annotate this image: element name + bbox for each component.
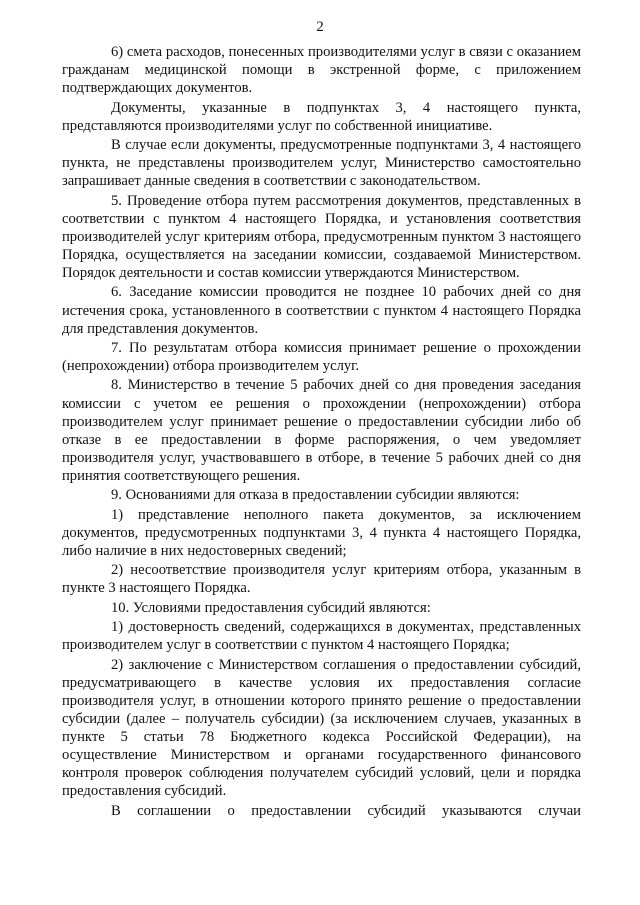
paragraph-item-10-sub-2: 2) заключение с Министерством соглашения о предоставлении субсидий, предусматривающего в качестве условия их предоставления согласие производителя услуг, в отношении которого принято решение о предоставлении субсидии (далее – получатель субсидии) (за исключением случаев, указанных в пункте 5 статьи 78 Бюджетного кодекса Российской Федерации), на осуществление Министерством и органами государственного финансового контроля проверок соблюдения получателем субсидий условий, цели и порядка предоставления субсидий. bbox=[62, 656, 581, 800]
document-body bbox=[62, 43, 581, 820]
paragraph-item-5: 5. Проведение отбора путем рассмотрения документов, представленных в соответствии с пунктом 4 настоящего Порядка, и установления соответствия производителей услуг критериям отбора, предусмотренным пунктом 3 настоящего Порядка, осуществляется на заседании комиссии, создаваемой Министерством. Порядок деятельности и состав комиссии утверждаются Министерством. bbox=[62, 192, 581, 282]
paragraph-item-9-sub-1: 1) представление неполного пакета документов, за исключением документов, предусмотренных подпунктами 3, 4 пункта 4 настоящего Порядка, либо наличие в них недостоверных сведений; bbox=[62, 506, 581, 559]
paragraph-item-6: 6. Заседание комиссии проводится не позднее 10 рабочих дней со дня истечения срока, установленного в соответствии с пунктом 4 настоящего Порядка для представления документов. bbox=[62, 284, 581, 337]
paragraph-item-7: 7. По результатам отбора комиссия принимает решение о прохождении (непрохождении) отбора производителем услуг. bbox=[62, 339, 581, 375]
paragraph-item-8: 8. Министерство в течение 5 рабочих дней со дня проведения заседания комиссии с учетом ее решения о прохождении (непрохождении) отбора производителем услуг принимает решение о предоставлении субсидии либо об отказе в ее предоставлении в форме распоряжения, о чем уведомляет производителя услуг, участвовавшего в отборе, в течение 5 рабочих дней со дня принятия соответствующего решения. bbox=[62, 377, 581, 484]
paragraph-ministry-requests-data: В случае если документы, предусмотренные подпунктами 3, 4 настоящего пункта, не представлены производителем услуг, Министерство самостоятельно запрашивает данные сведения в соответствии с законодательством. bbox=[62, 137, 581, 190]
page-number: 2 bbox=[316, 19, 324, 35]
paragraph-item-9-sub-2: 2) несоответствие производителя услуг критериям отбора, указанным в пункте 3 настоящего Порядка. bbox=[62, 562, 581, 597]
paragraph-item-10: 10. Условиями предоставления субсидий являются: bbox=[111, 599, 431, 616]
paragraph-cost-estimate: 6) смета расходов, понесенных производителями услуг в связи с оказанием гражданам медицинской помощи в экстренной форме, с приложением подтверждающих документов. bbox=[62, 44, 581, 97]
paragraph-item-9: 9. Основаниями для отказа в предоставлении субсидии являются: bbox=[111, 487, 520, 504]
paragraph-documents-own-initiative: Документы, указанные в подпунктах 3, 4 настоящего пункта, представляются производителями услуг по собственной инициативе. bbox=[62, 99, 581, 134]
paragraph-agreement-cases: В соглашении о предоставлении субсидий указываются случаи bbox=[111, 802, 581, 819]
paragraph-item-10-sub-1: 1) достоверность сведений, содержащихся в документах, представленных производителем услуг в соответствии с пунктом 4 настоящего Порядка; bbox=[62, 619, 581, 654]
